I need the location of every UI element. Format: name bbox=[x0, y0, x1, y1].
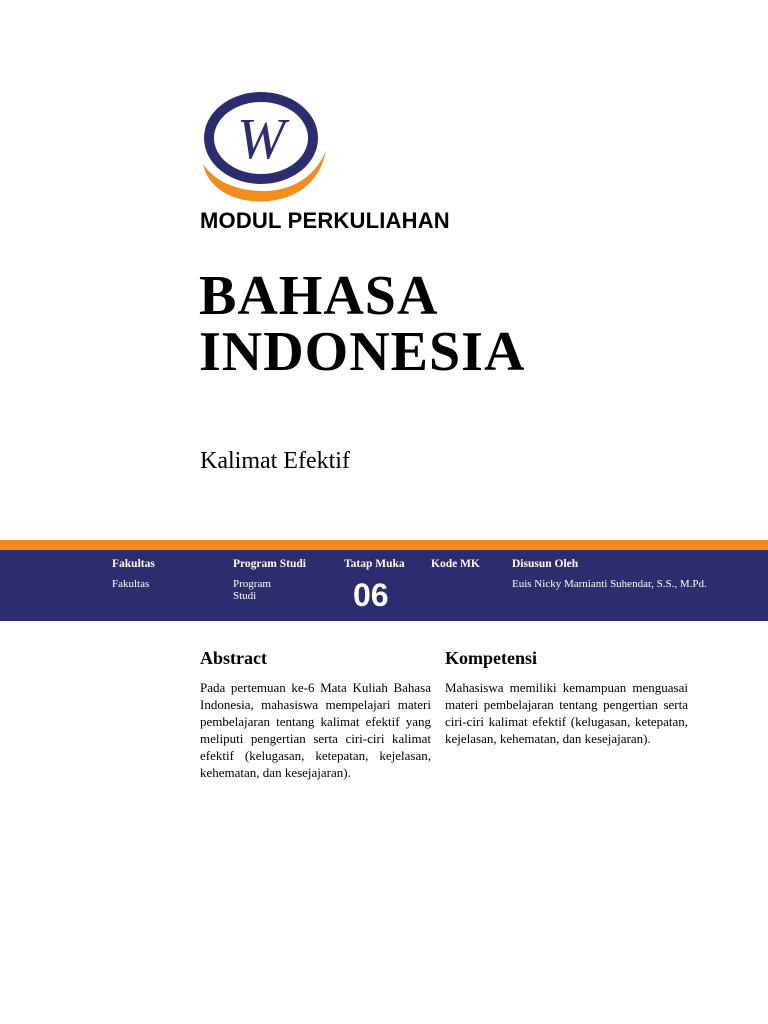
orange-stripe bbox=[0, 540, 768, 550]
course-title-line-2: INDONESIA bbox=[199, 321, 526, 383]
topic-title: Kalimat Efektif bbox=[200, 448, 350, 474]
kode-mk-label: Kode MK bbox=[431, 558, 480, 570]
abstract-heading: Abstract bbox=[200, 648, 267, 668]
module-label: MODUL PERKULIAHAN bbox=[200, 208, 450, 233]
fakultas-value: Fakultas bbox=[112, 578, 150, 590]
tatap-muka-label: Tatap Muka bbox=[344, 558, 405, 570]
fakultas-label: Fakultas bbox=[112, 558, 155, 570]
svg-text:W: W bbox=[236, 106, 286, 171]
kompetensi-text: Mahasiswa memiliki kemampuan menguasai materi pembelajaran tentang pengertian serta ciri-ciri kalimat efektif (kelugasan, ketepatan, kejelasan, kehematan, dan kesejajaran). bbox=[445, 680, 688, 746]
kompetensi-heading: Kompetensi bbox=[445, 648, 537, 668]
program-studi-value-line-2: Studi bbox=[233, 590, 257, 602]
tatap-muka-value: 06 bbox=[353, 577, 389, 613]
program-studi-value-line-1: Program bbox=[233, 578, 271, 590]
course-title-line-1: BAHASA bbox=[199, 265, 439, 327]
course-title bbox=[199, 265, 526, 383]
disusun-oleh-value: Euis Nicky Marnianti Suhendar, S.S., M.Pd. bbox=[512, 578, 707, 590]
program-studi-label: Program Studi bbox=[233, 558, 306, 570]
university-logo-icon bbox=[199, 88, 329, 206]
disusun-oleh-label: Disusun Oleh bbox=[512, 558, 579, 570]
abstract-text: Pada pertemuan ke-6 Mata Kuliah Bahasa Indonesia, mahasiswa mempelajari materi pembelajaran tentang kalimat efektif yang meliputi pengertian serta ciri-ciri kalimat efektif (kelugasan, ketepatan, kejelasan, kehematan, dan kesejajaran). bbox=[200, 680, 431, 780]
info-band bbox=[0, 550, 768, 621]
